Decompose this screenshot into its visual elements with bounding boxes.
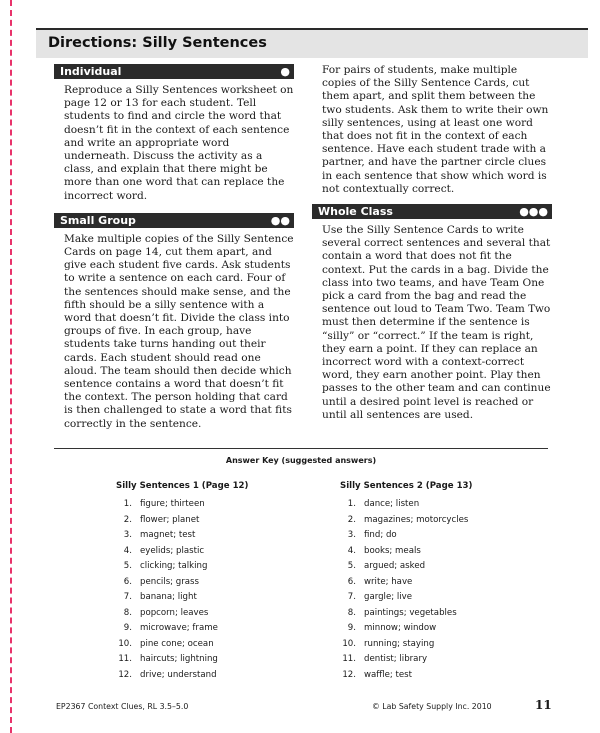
answer-text: waffle; test [364,669,413,680]
answer-number: 8. [123,607,132,618]
section-label: Small Group [60,213,136,227]
answer-item [340,590,560,606]
page-number: 11 [535,698,552,712]
section-header-small-group [54,213,294,228]
answer-text: magazines; motorcycles [364,514,469,525]
answer-number: 6. [123,576,132,587]
pairs-text: For pairs of students, make multiple copies of the Silly Sentence Cards, cut them apart, and split them between the two students. Ask them to write their own silly sentences, using at least one word that does not fit in the context of each sentence. Have each student trade with a partner, and have the partner circle clues in each sentence that show which word is not contextually correct. [322,64,549,195]
answer-number: 7. [347,592,356,602]
answer-number: 3. [347,530,356,540]
small-group-text: Make multiple copies of the Silly Sentence Cards on page 14, cut them apart, and give each student five cards. Ask students to write a sentence on each card. Four of the sentences should make sense, and the fifth should be a silly sentence with a word that doesn’t fit. Divide the class into groups of five. In each group, have students take turns handing out their cards. Each student should read one aloud. The team should then decide which sentence contains a word that doesn’t fit the context. The person holding that card is then challenged to state a word that fits correctly in the sentence. [64,232,294,430]
answer-text: argued; asked [364,561,426,571]
answer-number: 3. [123,530,132,540]
answer-number: 4. [347,545,356,556]
answer-number: 2. [347,514,356,525]
answer-item [340,606,560,622]
answer-item [116,590,336,606]
answer-item [340,513,560,529]
section-label: Individual [60,65,122,78]
answer-number: 2. [123,514,132,525]
answer-text: minnow; window [364,623,437,633]
answer-text: eyelids; plastic [140,545,205,556]
answer-text: clicking; talking [140,561,208,571]
answer-number: 11. [342,654,356,664]
answer-number: 4. [123,545,132,556]
answer-text: flower; planet [140,514,200,525]
answer-item [116,559,336,575]
individual-text: Reproduce a Silly Sentences worksheet on page 12 or 13 for each student. Tell students to find and circle the word that doesn’t fit in the context of each sentence and write an appropriate word underneath. Discuss the activity as a class, and explain that there might be more than one word that can replace the incorrect word. [64,84,294,202]
answer-number: 9. [123,623,132,633]
section-header-individual [54,64,294,79]
answer-text: books; meals [364,545,421,556]
difficulty-dots-icon: ● [280,65,290,78]
page-title: Directions: Silly Sentences [48,35,267,51]
difficulty-dots-icon: ●●● [519,205,548,219]
answer-number: 1. [123,499,132,509]
answer-key-left [116,481,336,683]
answer-item [340,637,560,653]
answer-text: dance; listen [364,499,420,509]
answer-item [116,621,336,637]
answer-item [340,652,560,668]
answer-text: figure; thirteen [140,499,205,509]
answer-item [340,621,560,637]
answer-number: 6. [347,576,356,587]
footer-code: EP2367 Context Clues, RL 3.5–5.0 [56,702,189,711]
answer-number: 12. [118,669,132,680]
answer-item [340,528,560,544]
footer-copyright: © Lab Safety Supply Inc. 2010 [372,702,492,711]
answer-number: 10. [342,638,356,649]
answer-number: 8. [347,607,356,618]
answer-item [116,528,336,544]
answer-number: 5. [347,561,356,571]
answer-item [340,544,560,560]
answer-item [340,559,560,575]
answer-item [340,668,560,684]
answer-key-heading: Silly Sentences 2 (Page 13) [340,481,473,491]
answer-item [116,497,336,513]
answer-list [340,497,560,683]
answer-item [116,544,336,560]
answer-number: 7. [123,592,132,602]
answer-item [116,668,336,684]
answer-text: find; do [364,530,397,540]
answer-number: 11. [118,654,132,664]
answer-key-divider [54,448,548,449]
answer-text: microwave; frame [140,623,218,633]
answer-number: 5. [123,561,132,571]
answer-text: pencils; grass [140,576,200,587]
answer-key-right [340,481,560,683]
answer-item [340,575,560,591]
section-label: Whole Class [318,205,393,219]
answer-text: magnet; test [140,530,196,540]
answer-text: dentist; library [364,654,428,664]
answer-number: 1. [347,499,356,509]
answer-item [116,637,336,653]
difficulty-dots-icon: ●● [270,213,290,227]
answer-text: running; staying [364,638,435,649]
answer-text: popcorn; leaves [140,607,209,618]
left-column [54,64,294,431]
cut-line [10,0,12,733]
answer-list [116,497,336,683]
answer-text: drive; understand [140,669,217,680]
answer-item [116,652,336,668]
whole-class-text: Use the Silly Sentence Cards to write several correct sentences and several that contain a word that does not fit the context. Put the cards in a bag. Divide the class into two teams, and have Team One pick a card from the bag and read the sentence out loud to Team Two. Team Two must then determine if the sentence is “silly” or “correct.” If the team is right, they earn a point. If they can replace an incorrect word with a context-correct word, they earn another point. Play then passes to the other team and can continue until a desired point level is reached or until all sentences are used. [322,224,551,421]
answer-text: write; have [364,576,413,587]
answer-item [340,497,560,513]
answer-key-title: Answer Key (suggested answers) [225,456,377,465]
answer-text: paintings; vegetables [364,607,457,618]
answer-item [116,575,336,591]
answer-number: 9. [347,623,356,633]
section-header-whole-class [312,204,552,219]
answer-text: gargle; live [364,592,413,602]
answer-number: 12. [342,669,356,680]
answer-text: haircuts; lightning [140,654,218,664]
title-bar [36,28,588,58]
answer-item [116,606,336,622]
answer-text: banana; light [140,592,197,602]
answer-number: 10. [118,638,132,649]
answer-text: pine cone; ocean [140,638,214,649]
answer-key-heading: Silly Sentences 1 (Page 12) [116,481,249,491]
answer-item [116,513,336,529]
right-column [312,64,552,422]
